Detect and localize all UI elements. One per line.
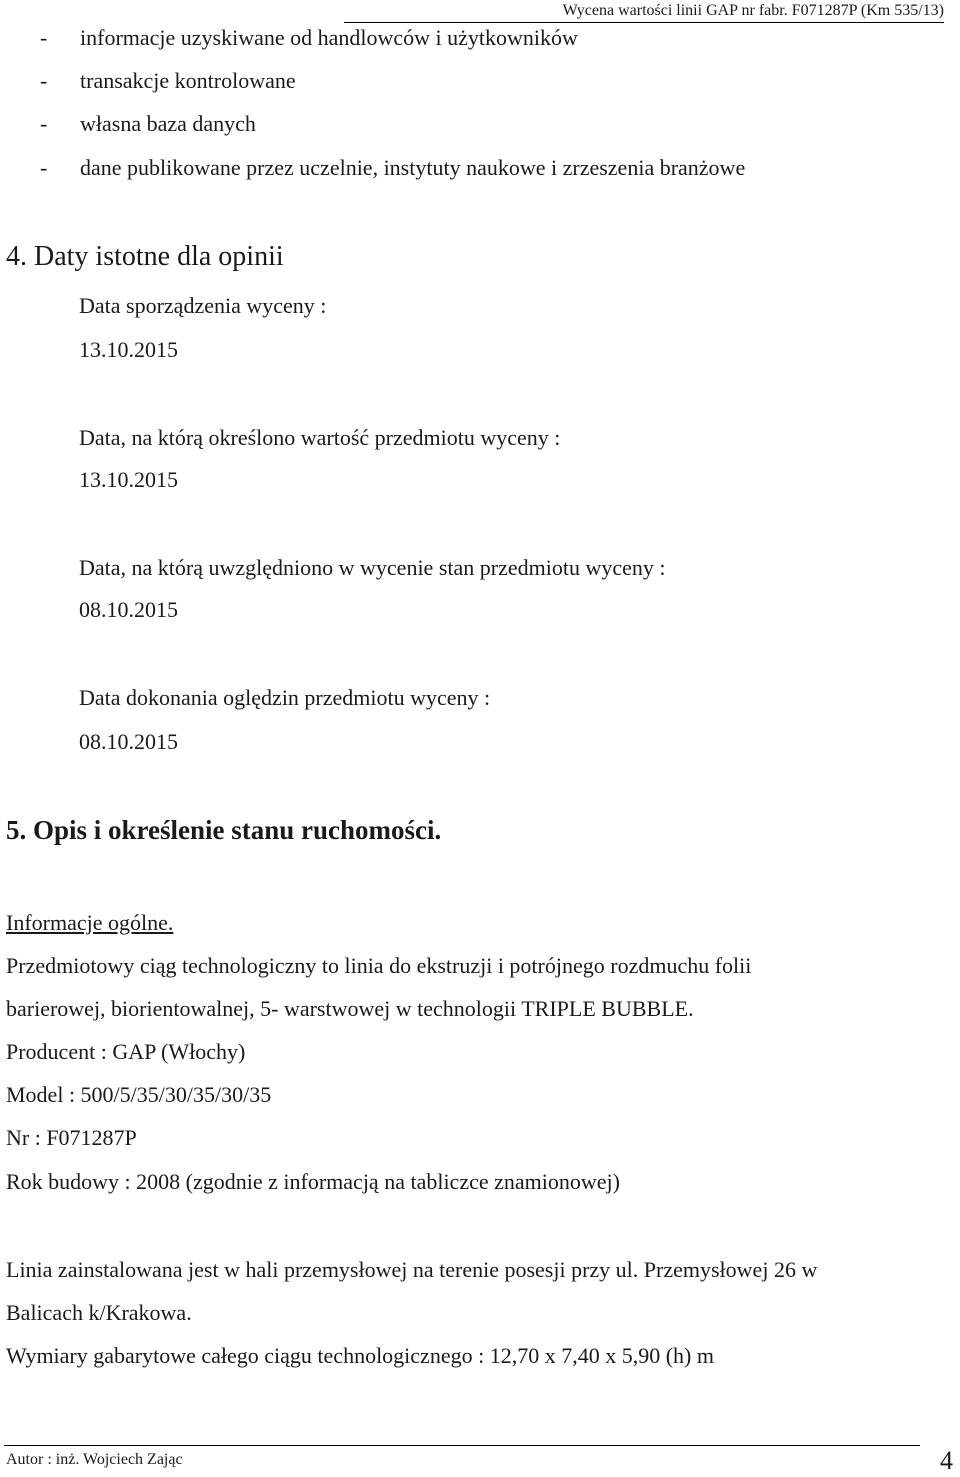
date-value: 13.10.2015 bbox=[79, 337, 178, 362]
list-item: informacje uzyskiwane od handlowców i użytkowników bbox=[80, 25, 578, 50]
date-value: 08.10.2015 bbox=[79, 597, 178, 622]
footer-author: Autor : inż. Wojciech Zając bbox=[6, 1451, 183, 1468]
serial-number: Nr : F071287P bbox=[6, 1125, 137, 1150]
section-4-heading: 4. Daty istotne dla opinii bbox=[6, 241, 284, 272]
date-label: Data sporządzenia wyceny : bbox=[79, 293, 327, 318]
producer: Producent : GAP (Włochy) bbox=[6, 1039, 246, 1064]
description-line: Przedmiotowy ciąg technologiczny to linia do ekstruzji i potrójnego rozdmuchu folii bbox=[6, 953, 752, 978]
date-label: Data, na którą określono wartość przedmiotu wyceny : bbox=[79, 425, 561, 450]
date-value: 13.10.2015 bbox=[79, 467, 178, 492]
date-label: Data, na którą uwzględniono w wycenie stan przedmiotu wyceny : bbox=[79, 555, 666, 580]
list-item: transakcje kontrolowane bbox=[80, 68, 296, 93]
section-5-heading: 5. Opis i określenie stanu ruchomości. bbox=[6, 815, 442, 845]
model: Model : 500/5/35/30/35/30/35 bbox=[6, 1082, 272, 1107]
footer-divider bbox=[4, 1445, 920, 1446]
location-line: Balicach k/Krakowa. bbox=[6, 1300, 192, 1325]
date-value: 08.10.2015 bbox=[79, 729, 178, 754]
date-label: Data dokonania oględzin przedmiotu wyceny : bbox=[79, 685, 491, 710]
page-number: 4 bbox=[940, 1446, 953, 1475]
description-line: barierowej, biorientowalnej, 5- warstwowej w technologii TRIPLE BUBBLE. bbox=[6, 996, 694, 1021]
location-line: Linia zainstalowana jest w hali przemysłowej na terenie posesji przy ul. Przemysłowej 26 w bbox=[6, 1257, 818, 1282]
dimensions: Wymiary gabarytowe całego ciągu technologicznego : 12,70 x 7,40 x 5,90 (h) m bbox=[6, 1343, 714, 1368]
running-header: Wycena wartości linii GAP nr fabr. F071287P (Km 535/13) bbox=[344, 1, 944, 23]
list-marker: - bbox=[40, 155, 48, 180]
list-marker: - bbox=[40, 25, 48, 50]
list-item: własna baza danych bbox=[80, 111, 256, 136]
list-item: dane publikowane przez uczelnie, instytuty naukowe i zrzeszenia branżowe bbox=[80, 155, 746, 180]
build-year: Rok budowy : 2008 (zgodnie z informacją na tabliczce znamionowej) bbox=[6, 1169, 620, 1194]
list-marker: - bbox=[40, 68, 48, 93]
list-marker: - bbox=[40, 111, 48, 136]
subheading-general-info: Informacje ogólne. bbox=[6, 910, 174, 935]
